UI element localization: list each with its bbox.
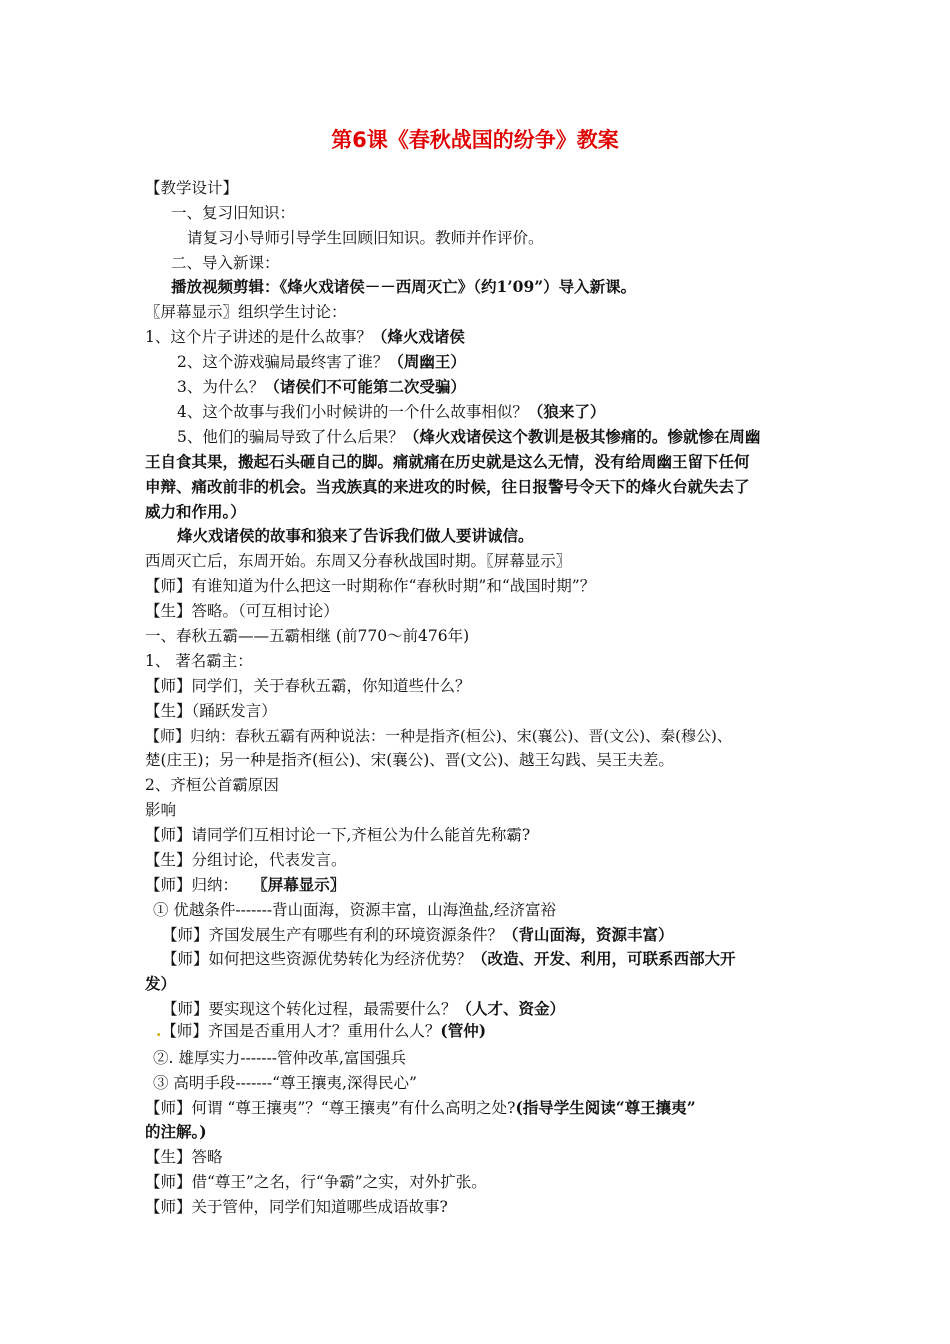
section-heading: 【教学设计】 — [145, 179, 239, 197]
paragraph: 〖屏幕显示〗组织学生讨论： — [145, 303, 347, 321]
question-line — [177, 377, 466, 397]
question-text: 【师】如何把这些资源优势转化为经济优势？ — [162, 950, 473, 968]
question-line — [177, 402, 605, 422]
paragraph: 二、导入新课： — [171, 254, 280, 272]
paragraph: 【生】答略 — [145, 1148, 223, 1166]
question-text: 2、这个游戏骗局最终害了谁？ — [177, 353, 389, 371]
question-text: 【师】要实现这个转化过程，最需要什么？ — [162, 1000, 457, 1018]
paragraph: 楚(庄王)；另一种是指齐(桓公)、宋(襄公)、晋(文公)、越王勾践、吴王夫差。 — [145, 751, 674, 769]
page-title: 第6课《春秋战国的纷争》教案 — [331, 128, 619, 152]
question-line — [162, 999, 565, 1019]
paragraph: 【师】有谁知道为什么把这一时期称作“春秋时期”和“战国时期”？ — [145, 577, 596, 595]
screen-display-label: 〖屏幕显示〗 — [260, 875, 346, 894]
list-item: ③ 高明手段-------“尊王攘夷,深得民心” — [153, 1074, 417, 1092]
answer-text: （改造、开发、利用，可联系西部大开 — [472, 949, 736, 968]
paragraph: 【师】借“尊王”之名，行“争霸”之实，对外扩张。 — [145, 1173, 487, 1191]
answer-text: （周幽王） — [388, 352, 466, 371]
question-line — [145, 1098, 696, 1118]
answer-text: 威力和作用。） — [145, 502, 246, 521]
paragraph: 【师】关于管仲，同学们知道哪些成语故事? — [145, 1198, 448, 1216]
answer-text: （烽火戏诸侯这个教训是极其惨痛的。惨就惨在周幽 — [403, 427, 761, 446]
question-text: 3、为什么？ — [177, 378, 265, 396]
paragraph: 播放视频剪辑：《烽火戏诸侯－－西周灭亡》（约1’09”）导入新课。 — [171, 277, 637, 296]
answer-text: 王自食其果，搬起石头砸自己的脚。痛就痛在历史就是这么无情，没有给周幽王留下任何 — [145, 452, 750, 471]
paragraph: 一、复习旧知识： — [171, 204, 296, 222]
paragraph: 【师】归纳：春秋五霸有两种说法：一种是指齐(桓公)、宋(襄公)、晋(文公)、秦(穆公)、 — [145, 727, 732, 745]
list-item: ① 优越条件-------背山面海，资源丰富，山海渔盐,经济富裕 — [153, 901, 557, 919]
paragraph: 【生】答略。（可互相讨论） — [145, 602, 339, 620]
answer-text: 申辩、痛改前非的机会。当戎族真的来进攻的时候，往日报警号令天下的烽火台就失去了 — [145, 477, 750, 496]
answer-text: (指导学生阅读“尊王攘夷” — [515, 1098, 696, 1117]
question-line — [145, 327, 465, 347]
paragraph: 西周灭亡后，东周开始。东周又分春秋战国时期。〖屏幕显示〗 — [145, 552, 572, 570]
paragraph: 【师】请同学们互相讨论一下,齐桓公为什么能首先称霸? — [145, 826, 531, 844]
question-text: 【师】齐国发展生产有哪些有利的环境资源条件？ — [162, 926, 504, 944]
paragraph: 【生】（踊跃发言） — [145, 702, 277, 720]
bullet-dot: . — [156, 1021, 162, 1040]
answer-text: （诸侯们不可能第二次受骗） — [264, 377, 466, 396]
question-line — [162, 925, 674, 945]
answer-text: 的注解。) — [145, 1122, 207, 1141]
answer-text: （背山面海，资源丰富） — [503, 925, 674, 944]
answer-text: （狼来了） — [527, 402, 606, 421]
paragraph: 2、齐桓公首霸原因 — [145, 776, 279, 794]
question-line — [177, 427, 760, 447]
question-text: 4、这个故事与我们小时候讲的一个什么故事相似？ — [177, 403, 528, 421]
question-line — [162, 949, 736, 969]
answer-text: 发） — [145, 974, 177, 993]
paragraph: 请复习小导师引导学生回顾旧知识。教师并作评价。 — [187, 229, 544, 247]
paragraph: 【师】同学们，关于春秋五霸，你知道些什么？ — [145, 677, 471, 695]
paragraph: 1、 著名霸主： — [145, 652, 253, 670]
section-heading: 一、春秋五霸——五霸相继 (前770～前476年) — [145, 627, 470, 645]
question-line — [177, 352, 466, 372]
answer-text: (管仲) — [440, 1021, 487, 1040]
paragraph: 【生】分组讨论，代表发言。 — [145, 851, 347, 869]
list-item: ②. 雄厚实力-------管仲改革,富国强兵 — [153, 1049, 406, 1067]
question-text: 【师】何谓 “尊王攘夷”？“尊王攘夷”有什么高明之处? — [145, 1099, 516, 1117]
question-line — [156, 1021, 486, 1041]
paragraph: 烽火戏诸侯的故事和狼来了告诉我们做人要讲诚信。 — [177, 526, 534, 545]
paragraph — [145, 875, 345, 895]
question-text: 【师】齐国是否重用人才？重用什么人？ — [161, 1022, 441, 1040]
label-text: 【师】归纳： — [145, 876, 239, 894]
question-text: 5、他们的骗局导致了什么后果？ — [177, 428, 404, 446]
answer-text: （人才、资金） — [456, 999, 566, 1018]
paragraph: 影响 — [145, 801, 177, 819]
question-text: 1、这个片子讲述的是什么故事？ — [145, 328, 372, 346]
answer-text: （烽火戏诸侯 — [371, 327, 465, 346]
